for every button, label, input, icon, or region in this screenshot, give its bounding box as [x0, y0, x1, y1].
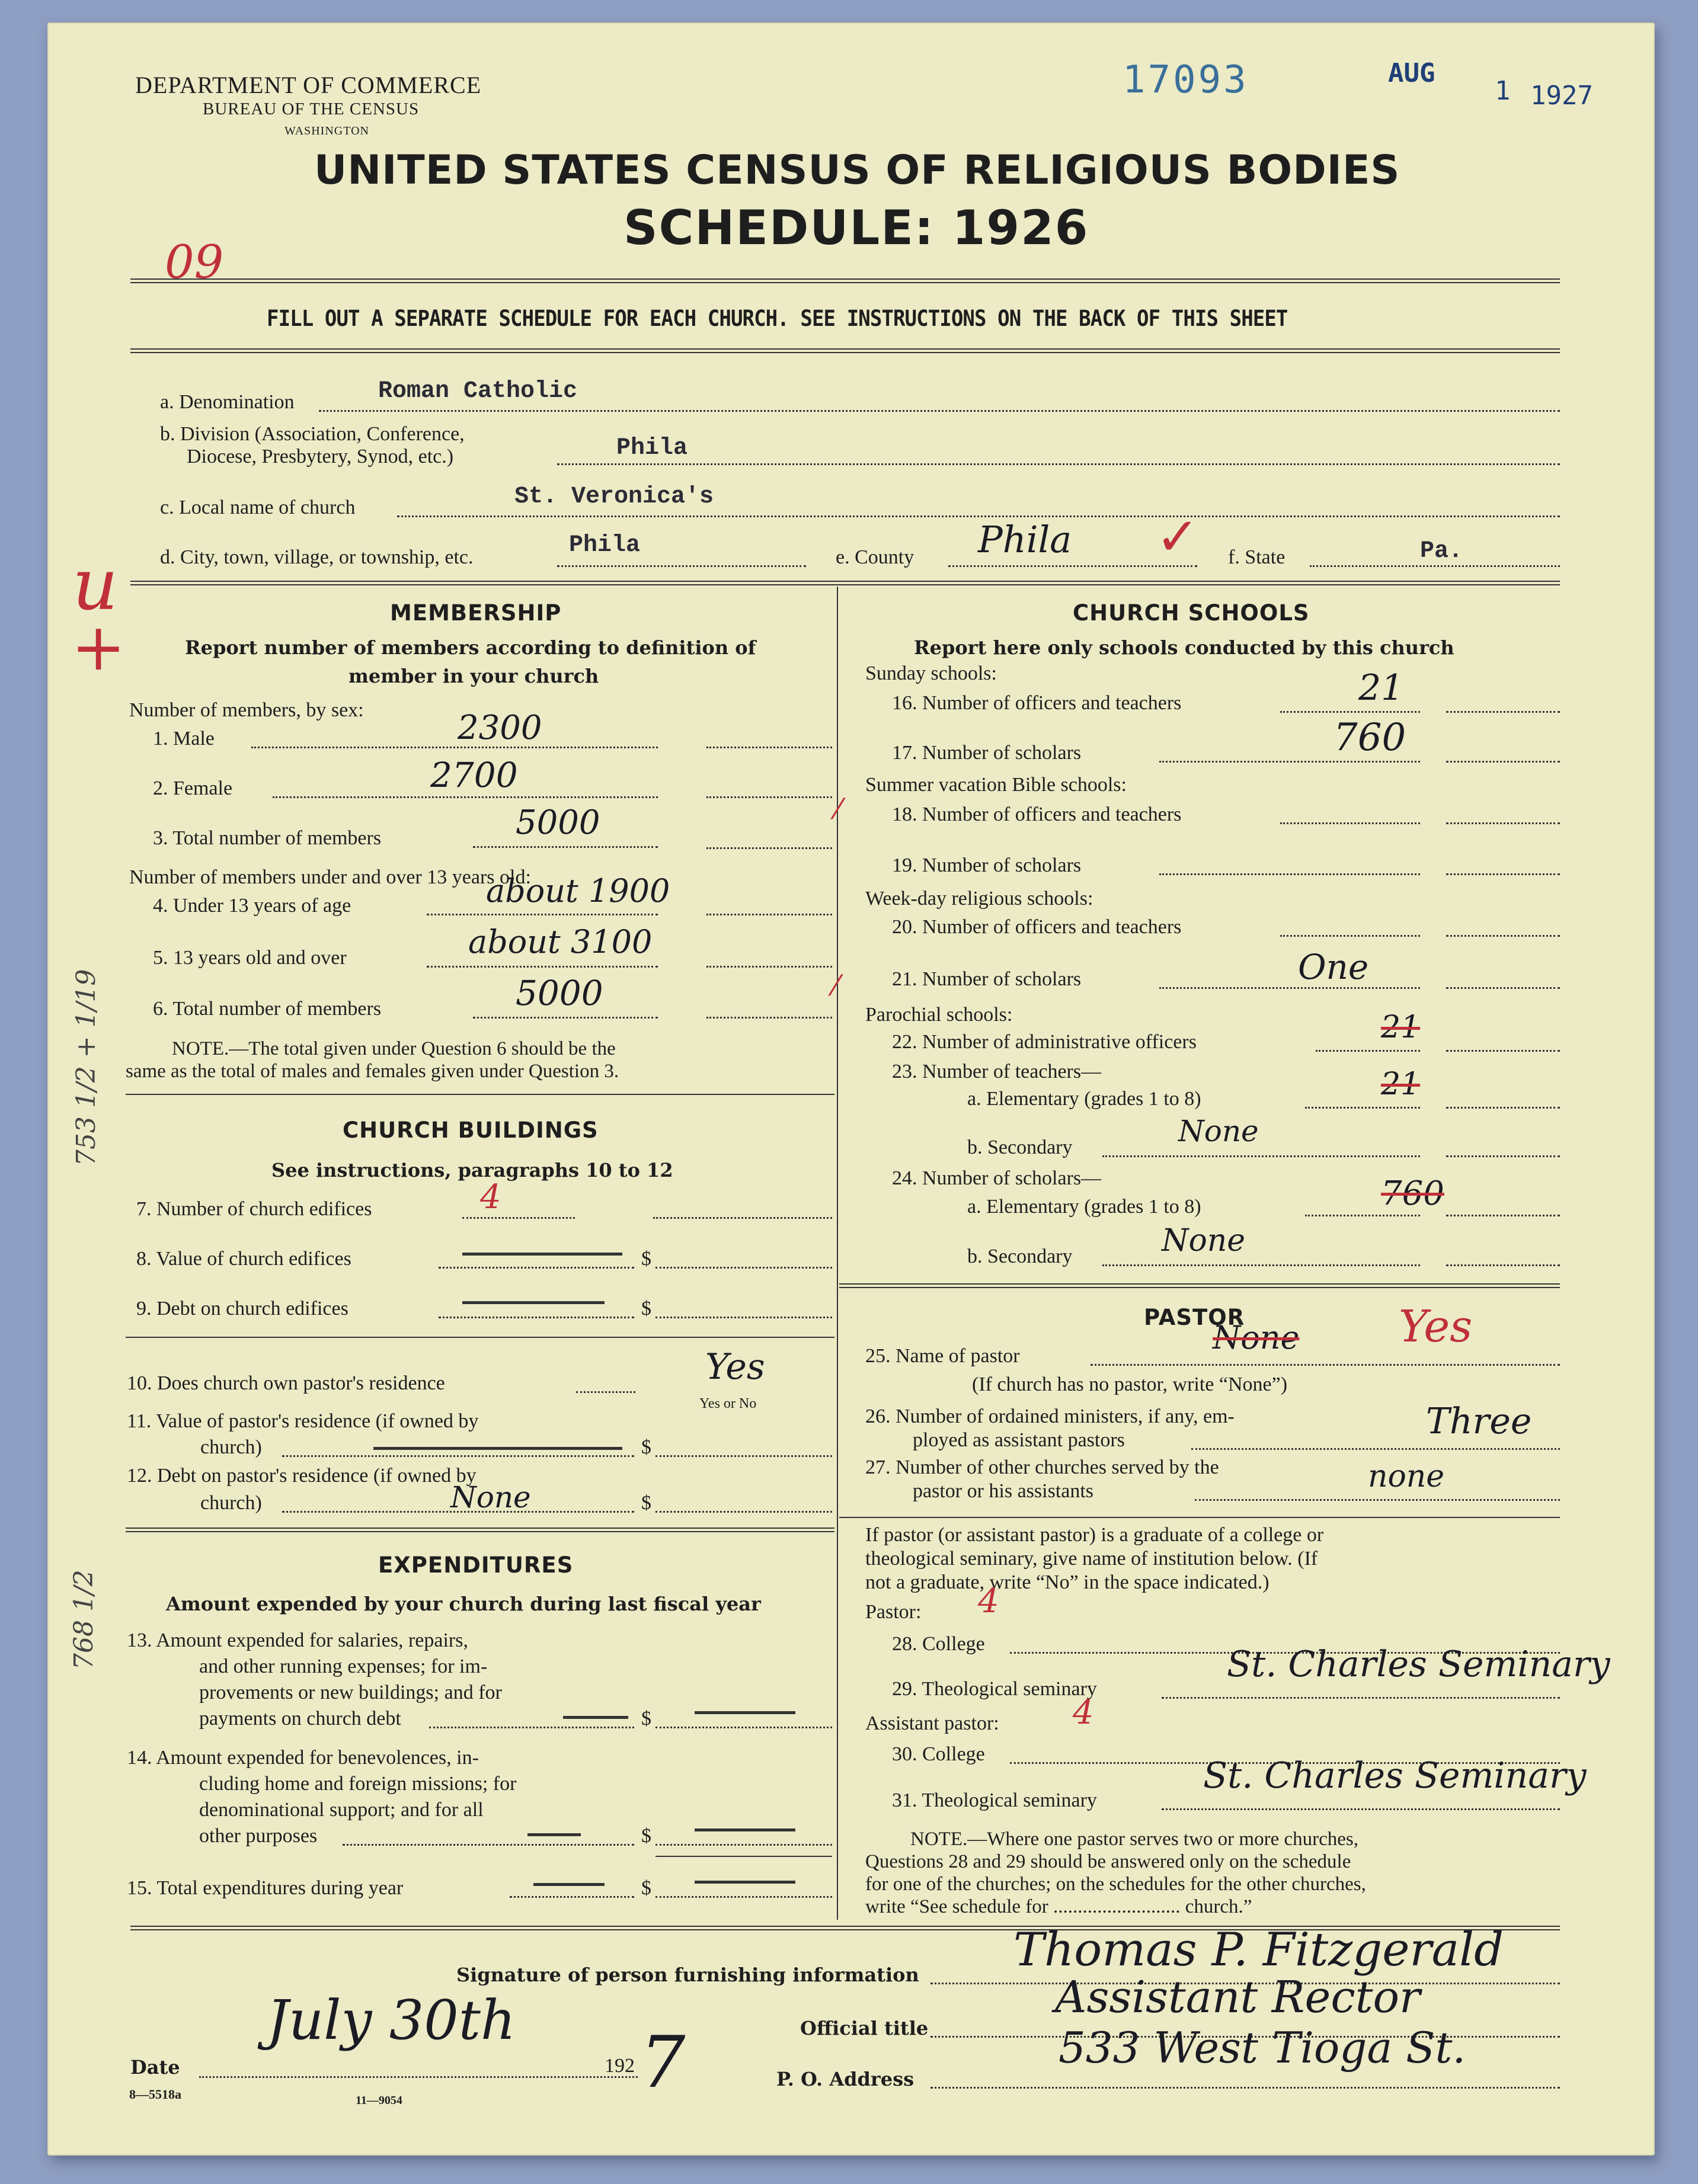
bureau-heading: BUREAU OF THE CENSUS [203, 100, 420, 119]
sunday-scholars-line-2 [1446, 761, 1560, 763]
pastor-red-4: 4 [978, 1582, 999, 1621]
under-13-line-2 [706, 914, 832, 915]
red-mark-09: 09 [165, 236, 224, 289]
address-value[interactable]: 533 West Tioga St. [1059, 2023, 1466, 2073]
county-value[interactable]: Phila [978, 518, 1072, 561]
schools-title: CHURCH SCHOOLS [1073, 600, 1310, 626]
edifices-debt-dollar: $ [641, 1298, 651, 1320]
schools-sub: Report here only schools conducted by this church [914, 636, 1454, 659]
weekday-officers-line [1280, 935, 1420, 937]
residence-value-dollar: $ [641, 1436, 651, 1458]
teachers-elementary-line [1305, 1107, 1420, 1109]
under-13-line [427, 914, 658, 915]
edifices-debt-amount-line [655, 1317, 832, 1318]
state-label: f. State [1228, 546, 1286, 568]
membership-note-2: same as the total of males and females given under Question 3. [126, 1061, 619, 1082]
total-expenditures-dollar: $ [641, 1877, 651, 1899]
assistant-college-label: 30. College [892, 1743, 985, 1765]
header-rule [130, 278, 1560, 283]
membership-sub-1: Report number of members according to definition of [185, 636, 756, 659]
summer-scholars-label: 19. Number of scholars [892, 854, 1082, 876]
assistant-subheading: Assistant pastor: [865, 1712, 999, 1734]
sunday-scholars-value[interactable]: 760 [1334, 716, 1406, 760]
total-expenditures-amount-dash [695, 1881, 795, 1884]
sunday-scholars-label: 17. Number of scholars [892, 742, 1082, 764]
running-expenses-amount-dash [695, 1711, 795, 1714]
division-line [557, 463, 1560, 465]
summer-scholars-line [1159, 873, 1420, 875]
teachers-elementary-line-2 [1446, 1107, 1560, 1109]
total-expenditures-dash [533, 1883, 605, 1886]
running-expenses-line [429, 1727, 634, 1728]
church-name-line [397, 515, 1560, 517]
weekday-heading: Week-day religious schools: [865, 888, 1093, 910]
over-13-line-2 [706, 966, 832, 968]
graduate-note-3: not a graduate, write “No” in the space indicated.) [865, 1571, 1269, 1593]
ordained-value[interactable]: Three [1426, 1401, 1532, 1442]
signature-label: Signature of person furnishing information [456, 1964, 919, 1986]
sunday-officers-line [1280, 711, 1420, 713]
membership-title: MEMBERSHIP [390, 600, 562, 626]
by-sex-heading: Number of members, by sex: [129, 699, 364, 721]
other-churches-value[interactable]: none [1368, 1459, 1445, 1494]
date-line [199, 2076, 638, 2078]
teachers-secondary-value[interactable]: None [1178, 1114, 1259, 1148]
red-tick-21: ⁄ [833, 969, 839, 1003]
residence-rule [126, 1527, 834, 1532]
total-expenditures-line [510, 1896, 634, 1898]
teachers-secondary-line-2 [1446, 1155, 1560, 1157]
male-label: 1. Male [153, 728, 215, 750]
stamp-day: 1 [1495, 76, 1511, 106]
graduate-note-2: theological seminary, give name of institution below. (If [865, 1548, 1318, 1570]
total-members-2-value[interactable]: 5000 [516, 973, 603, 1013]
county-label: e. County [836, 546, 914, 568]
church-name-label: c. Local name of church [160, 497, 356, 518]
membership-sub-2: member in your church [348, 665, 599, 687]
edifices-value-label: 8. Value of church edifices [136, 1248, 351, 1270]
summer-officers-label: 18. Number of officers and teachers [892, 803, 1182, 825]
sunday-scholars-line [1159, 761, 1420, 763]
ordained-label-2: ployed as assistant pastors [913, 1429, 1125, 1451]
male-line-2 [706, 747, 832, 748]
denomination-line [319, 410, 1560, 412]
schools-rule [839, 1283, 1560, 1288]
date-value[interactable]: July 30th [267, 1988, 516, 2052]
sunday-officers-line-2 [1446, 711, 1560, 713]
membership-rule [126, 1094, 834, 1095]
form-title: UNITED STATES CENSUS OF RELIGIOUS BODIES [314, 147, 1400, 194]
residence-value-line [282, 1455, 634, 1457]
print-number: 11—9054 [356, 2094, 402, 2107]
assistant-seminary-value[interactable]: St. Charles Seminary [1203, 1755, 1587, 1796]
running-expenses-label-4: payments on church debt [199, 1708, 401, 1730]
stamp-number: 17093 [1123, 58, 1249, 102]
pastor-title: PASTOR [1144, 1305, 1245, 1330]
scholars-secondary-line [1102, 1264, 1420, 1266]
residence-value-amount-line [655, 1455, 832, 1457]
pastor-college-label: 28. College [892, 1633, 985, 1655]
division-label-2: Diocese, Presbytery, Synod, etc.) [187, 446, 454, 467]
edifices-number-line [462, 1217, 575, 1219]
benevolences-label-2: cluding home and foreign missions; for [199, 1773, 517, 1795]
year-prefix: 192 [605, 2055, 635, 2077]
edifices-debt-dash [462, 1301, 605, 1304]
running-expenses-label-2: and other running expenses; for im- [199, 1655, 488, 1677]
edifices-number-line-2 [653, 1217, 832, 1219]
summer-officers-line-2 [1446, 822, 1560, 824]
residence-value-label-1: 11. Value of pastor's residence (if owned by [127, 1410, 479, 1432]
benevolences-label-4: other purposes [199, 1825, 318, 1847]
sunday-heading: Sunday schools: [865, 662, 997, 684]
date-label: Date [130, 2056, 180, 2079]
running-expenses-amount-line [655, 1727, 832, 1728]
edifices-value-dash [462, 1253, 622, 1256]
department-heading: DEPARTMENT OF COMMERCE [135, 72, 482, 98]
pastor-subheading: Pastor: [865, 1601, 922, 1623]
benevolences-label-3: denominational support; and for all [199, 1799, 484, 1821]
pastor-note-2: Questions 28 and 29 should be answered only on the schedule [865, 1851, 1351, 1872]
residence-debt-dollar: $ [641, 1492, 651, 1514]
pastor-name-hint: (If church has no pastor, write “None”) [972, 1373, 1288, 1395]
scholars-elementary-line-2 [1446, 1215, 1560, 1216]
expenditures-sub: Amount expended by your church during last fiscal year [166, 1593, 761, 1615]
pastor-rule [839, 1517, 1560, 1518]
pastor-name-line [1091, 1364, 1560, 1366]
address-label: P. O. Address [776, 2068, 914, 2090]
age-heading: Number of members under and over 13 years old: [129, 866, 531, 888]
schedule-year: SCHEDULE: 1926 [623, 200, 1089, 255]
pastor-note-1: NOTE.—Where one pastor serves two or more churches, [910, 1828, 1358, 1850]
church-name-value[interactable]: St. Veronica's [514, 483, 714, 510]
scholars-elementary-label: a. Elementary (grades 1 to 8) [967, 1196, 1201, 1218]
female-value[interactable]: 2700 [430, 755, 518, 795]
teachers-secondary-line [1102, 1155, 1420, 1157]
admin-officers-line [1316, 1050, 1420, 1052]
benevolences-dash [527, 1833, 581, 1836]
state-line [1310, 565, 1560, 567]
over-13-line [427, 966, 658, 968]
other-churches-label-2: pastor or his assistants [913, 1480, 1094, 1502]
female-line [273, 796, 658, 798]
pastor-seminary-label: 29. Theological seminary [892, 1678, 1097, 1700]
weekday-scholars-line [1159, 987, 1420, 989]
summer-scholars-line-2 [1446, 873, 1560, 875]
total-members-label: 3. Total number of members [153, 827, 382, 849]
residence-debt-label-1: 12. Debt on pastor's residence (if owned by [127, 1465, 477, 1487]
graduate-note-1: If pastor (or assistant pastor) is a graduate of a college or [865, 1524, 1324, 1546]
pastor-name-red: Yes [1399, 1301, 1473, 1352]
female-label: 2. Female [153, 777, 233, 799]
other-churches-label-1: 27. Number of other churches served by the [865, 1456, 1219, 1478]
over-13-label: 5. 13 years old and over [153, 947, 347, 969]
pastor-seminary-value[interactable]: St. Charles Seminary [1227, 1644, 1610, 1685]
division-value[interactable]: Phila [616, 435, 688, 462]
scholars-secondary-value[interactable]: None [1162, 1223, 1246, 1258]
yes-or-no-hint: Yes or No [699, 1396, 757, 1411]
denomination-label: a. Denomination [160, 391, 295, 413]
total-members-line-2 [706, 847, 832, 849]
address-line [930, 2087, 1560, 2089]
assistant-seminary-label: 31. Theological seminary [892, 1789, 1097, 1811]
male-value[interactable]: 2300 [458, 709, 542, 747]
pencil-margin-note-2: 768 1/2 [69, 1570, 99, 1670]
parochial-heading: Parochial schools: [865, 1004, 1013, 1026]
benevolences-amount-line [655, 1844, 832, 1846]
instructions-banner: FILL OUT A SEPARATE SCHEDULE FOR EACH CHURCH. SEE INSTRUCTIONS ON THE BACK OF THIS SHEET [267, 306, 1288, 331]
pastor-note-3: for one of the churches; on the schedules for the other churches, [865, 1874, 1366, 1895]
form-number: 8—5518a [129, 2087, 181, 2102]
under-13-value[interactable]: about 1900 [486, 872, 670, 910]
total-members-2-label: 6. Total number of members [153, 998, 382, 1020]
edifices-debt-label: 9. Debt on church edifices [136, 1298, 348, 1320]
benevolences-subtotal-rule [655, 1856, 832, 1857]
running-expenses-label-1: 13. Amount expended for salaries, repairs, [127, 1629, 468, 1651]
scholars-secondary-label: b. Secondary [967, 1245, 1073, 1267]
pastor-seminary-line [1162, 1697, 1560, 1699]
assistant-seminary-line [1162, 1808, 1560, 1810]
scholars-heading: 24. Number of scholars— [892, 1167, 1102, 1189]
column-divider [836, 587, 841, 1920]
scholars-elementary-line [1305, 1215, 1420, 1216]
other-churches-line [1195, 1499, 1560, 1501]
edifices-debt-line [439, 1317, 634, 1318]
pencil-margin-note: 753 1/2 + 1/19 [71, 969, 101, 1166]
teachers-elementary-label: a. Elementary (grades 1 to 8) [967, 1088, 1201, 1110]
city-value[interactable]: Phila [569, 532, 641, 559]
total-members-value[interactable]: 5000 [516, 803, 600, 842]
buildings-rule [126, 1337, 834, 1338]
ordained-line [1191, 1448, 1560, 1450]
female-line-2 [706, 796, 832, 798]
weekday-scholars-line-2 [1446, 987, 1560, 989]
red-tick-18: ⁄ [836, 793, 841, 826]
edifices-value-line [439, 1267, 634, 1269]
summer-heading: Summer vacation Bible schools: [865, 774, 1127, 796]
total-expenditures-label: 15. Total expenditures during year [127, 1877, 404, 1899]
scholars-elementary-value[interactable]: 760 [1381, 1174, 1444, 1213]
benevolences-dollar: $ [641, 1825, 651, 1847]
ordained-label-1: 26. Number of ordained ministers, if any, em- [865, 1405, 1235, 1427]
residence-value-label-2: church) [200, 1436, 262, 1458]
admin-officers-label: 22. Number of administrative officers [892, 1031, 1197, 1053]
edifices-number-value[interactable]: 4 [480, 1178, 501, 1216]
buildings-title: CHURCH BUILDINGS [343, 1117, 599, 1143]
admin-officers-value[interactable]: 21 [1381, 1010, 1421, 1045]
edifices-number-label: 7. Number of church edifices [136, 1198, 372, 1220]
buildings-sub: See instructions, paragraphs 10 to 12 [271, 1159, 673, 1181]
residence-debt-amount-line [655, 1511, 832, 1513]
benevolences-line [343, 1844, 634, 1846]
division-label-1: b. Division (Association, Conference, [160, 423, 465, 445]
running-expenses-dash [563, 1716, 628, 1719]
stamp-month: AUG [1388, 58, 1435, 88]
membership-note-1: NOTE.—The total given under Question 6 should be the [172, 1038, 616, 1059]
official-title-label: Official title [800, 2017, 929, 2039]
under-13-label: 4. Under 13 years of age [153, 895, 351, 917]
weekday-officers-line-2 [1446, 935, 1560, 937]
owns-residence-line [576, 1391, 635, 1393]
pastor-note-4: write “See schedule for .......................... church.” [865, 1896, 1252, 1917]
total-members-2-line-2 [706, 1017, 832, 1019]
city-heading: WASHINGTON [284, 124, 369, 137]
male-line [251, 747, 658, 748]
teachers-elementary-value[interactable]: 21 [1381, 1067, 1421, 1102]
red-check-county: ✓ [1156, 506, 1200, 567]
sunday-officers-value[interactable]: 21 [1358, 667, 1404, 709]
year-digit[interactable]: 7 [640, 2022, 686, 2104]
admin-officers-line-2 [1446, 1050, 1560, 1052]
running-expenses-label-3: provements or new buildings; and for [199, 1682, 502, 1703]
expenditures-title: EXPENDITURES [378, 1552, 574, 1578]
city-line [557, 565, 806, 567]
owns-residence-value[interactable]: Yes [705, 1346, 765, 1388]
sunday-officers-label: 16. Number of officers and teachers [892, 692, 1182, 714]
pastor-name-value[interactable]: None [1213, 1319, 1300, 1356]
edifices-value-amount-line [655, 1267, 832, 1269]
signature-value[interactable]: Thomas P. Fitzgerald [1013, 1923, 1504, 1977]
denomination-value[interactable]: Roman Catholic [378, 378, 578, 405]
edifices-value-dollar: $ [641, 1248, 651, 1270]
benevolences-amount-dash [695, 1828, 795, 1831]
red-margin-plus: + [71, 609, 126, 685]
teachers-secondary-label: b. Secondary [967, 1136, 1073, 1158]
owns-residence-label: 10. Does church own pastor's residence [127, 1372, 445, 1394]
red-margin-u: u [72, 544, 119, 626]
scholars-secondary-line-2 [1446, 1264, 1560, 1266]
over-13-value[interactable]: about 3100 [468, 923, 653, 960]
banner-rule [130, 348, 1560, 353]
total-expenditures-amount-line [655, 1896, 832, 1898]
total-members-line [473, 846, 658, 848]
total-members-2-line [473, 1017, 658, 1019]
assistant-red-4: 4 [1073, 1693, 1094, 1732]
pastor-name-label: 25. Name of pastor [865, 1345, 1020, 1367]
weekday-scholars-label: 21. Number of scholars [892, 968, 1082, 990]
benevolences-label-1: 14. Amount expended for benevolences, in- [127, 1747, 479, 1769]
official-title-value[interactable]: Assistant Rector [1055, 1972, 1421, 2023]
census-schedule-sheet [47, 23, 1655, 2156]
residence-debt-label-2: church) [200, 1492, 262, 1514]
ident-rule [130, 581, 1560, 585]
city-label: d. City, town, village, or township, etc. [160, 546, 474, 568]
residence-debt-value[interactable]: None [450, 1480, 531, 1514]
residence-value-dash [373, 1447, 622, 1450]
weekday-scholars-value[interactable]: One [1298, 947, 1369, 987]
stamp-year: 1927 [1530, 81, 1593, 111]
teachers-heading: 23. Number of teachers— [892, 1061, 1102, 1083]
weekday-officers-label: 20. Number of officers and teachers [892, 916, 1182, 938]
state-value[interactable]: Pa. [1420, 538, 1463, 565]
summer-officers-line [1280, 822, 1420, 824]
running-expenses-dollar: $ [641, 1708, 651, 1730]
